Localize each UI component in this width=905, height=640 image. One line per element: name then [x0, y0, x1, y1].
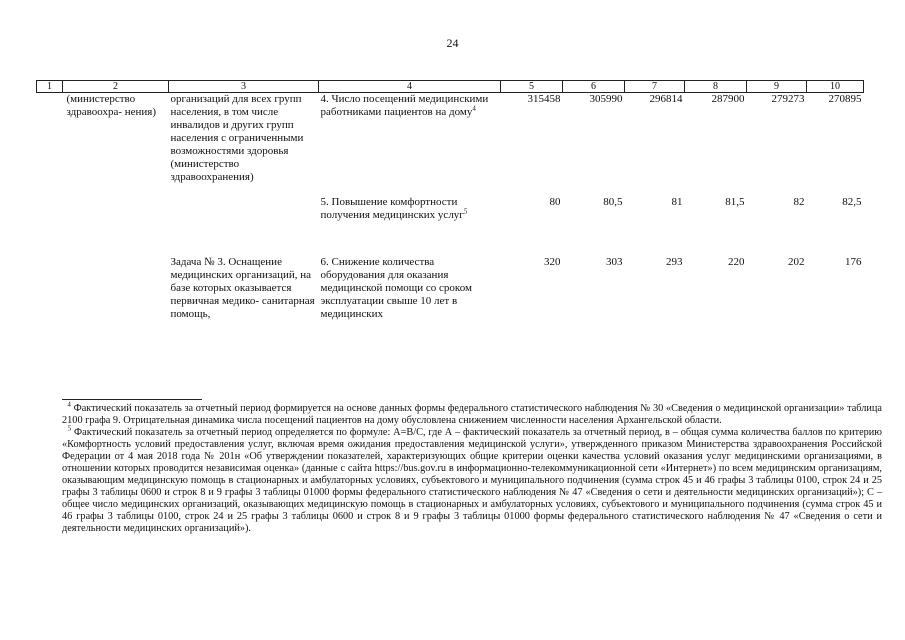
header-col-9: 9: [747, 81, 807, 93]
value-cell: 320: [544, 256, 561, 268]
cell-task: Задача № 3. Оснащение медицинских организаций, на базе которых оказывается первичная медико- санитарная помощь,: [170, 256, 315, 320]
cell-col-1: [37, 93, 63, 185]
header-row: [37, 81, 864, 93]
footnote: [62, 400, 882, 427]
cell-col-1: [37, 222, 63, 321]
footnote: [62, 424, 882, 535]
cell-indicator: [319, 184, 501, 222]
value-cell: 81,5: [725, 196, 745, 208]
indicator-text: 4. Число посещений медицинскими работниками пациентов на дому: [320, 93, 489, 118]
header-col-8: 8: [685, 81, 747, 93]
footnote-text: Фактический показатель за отчетный период определяется по формуле: А=В/С, где А – фактический показатель за отчетный период, в – общая сумма количества баллов по критерию «Комфортность условий предоставления услуг, включая время ожидания предоставления медицинской услуги», утвержденного приказом Министерства здравоохранения Российской Федерации от 4 мая 2018 года № 201н «Об утверждении показателей, характеризующих общие критерии оценки качества условий оказания услуг медицинскими организациями, в отношении которых проводится независимая оценка» (данные с сайта https://bus.gov.ru в информационно-телекоммуникационной сети «Интернет») по всем медицинским организациям, оказывающим медицинскую помощь в стационарных и амбулаторных условиях, субъектового и муниципального подчинения (сумма строк 45 и 46 графы 3 таблицы 0100, строк 24 и 25 графы 3 таблицы 0600 и строк 8 и 9 графы 3 таблицы 01000 формы федерального статистического наблюдения № 47 «Сведения о сети и деятельности медицинских организаций»); С – общее число медицинских организаций, оказывающих медицинскую помощь в стационарных и амбулаторных условиях, субъектового и муниципального подчинения (сумма строк 45 и 46 графы 3 таблицы 0100, строк 24 и 25 графы 3 таблицы 0600 и строк 8 и 9 графы 3 таблицы 01000 формы федерального статистического наблюдения № 47 «Сведения о сети и деятельности медицинских организаций»).: [62, 427, 882, 534]
page-number: 24: [446, 36, 459, 50]
cell-task: организаций для всех групп населения, в том числе инвалидов и других групп населения с ограниченными возможностями здоровья (министерство здравоохранения): [170, 93, 304, 183]
value-cell: 202: [788, 256, 805, 268]
value-cell: 293: [666, 256, 683, 268]
value-cell: 81: [671, 196, 683, 208]
indicator-text: 5. Повышение комфортности получения медицинских услуг: [320, 196, 464, 221]
header-col-2: 2: [63, 81, 169, 93]
cell-responsible: (министерство здравоохра- нения): [66, 93, 157, 118]
cell-indicator: [319, 222, 501, 321]
footnote-ref: 4: [472, 104, 476, 113]
footnote-separator: [62, 399, 202, 400]
cell-col-1: [37, 184, 63, 222]
value-cell: 296814: [649, 93, 683, 105]
cell-indicator: [319, 93, 501, 185]
value-cell: 303: [606, 256, 623, 268]
value-cell: 305990: [589, 93, 623, 105]
value-cell: 82,5: [842, 196, 862, 208]
table-row: [37, 222, 864, 321]
value-cell: 176: [845, 256, 862, 268]
cell-responsible: [63, 222, 169, 321]
value-cell: 270895: [828, 93, 862, 105]
header-col-3: 3: [169, 81, 319, 93]
header-col-4: 4: [319, 81, 501, 93]
footnote-mark: 5: [67, 424, 72, 433]
header-col-5: 5: [501, 81, 563, 93]
footnote-ref: 5: [463, 207, 468, 216]
indicator-text: 6. Снижение количества оборудования для оказания медицинской помощи со сроком эксплуатации свыше 10 лет в медицинских: [320, 256, 472, 320]
value-cell: 287900: [711, 93, 745, 105]
footnote-mark: 4: [67, 400, 71, 409]
table-row: [37, 93, 864, 185]
cell-responsible: [63, 184, 169, 222]
header-col-10: 10: [807, 81, 864, 93]
header-col-7: 7: [625, 81, 685, 93]
cell-task: [169, 184, 319, 222]
footnote-text: Фактический показатель за отчетный период формируется на основе данных формы федерального статистического наблюдения № 30 «Сведения о медицинской организации» таблица 2100 графа 9. Отрицательная динамика числа посещений пациентов на дому обусловлена снижением численности населения Архангельской области.: [62, 403, 882, 426]
value-cell: 315458: [527, 93, 561, 105]
indicators-table: [36, 80, 864, 321]
value-cell: 80: [549, 196, 561, 208]
header-col-1: 1: [37, 81, 63, 93]
value-cell: 82: [793, 196, 805, 208]
value-cell: 279273: [771, 93, 805, 105]
footnotes: [62, 400, 882, 535]
value-cell: 220: [728, 256, 745, 268]
value-cell: 80,5: [603, 196, 623, 208]
table-row: [37, 184, 864, 222]
header-col-6: 6: [563, 81, 625, 93]
